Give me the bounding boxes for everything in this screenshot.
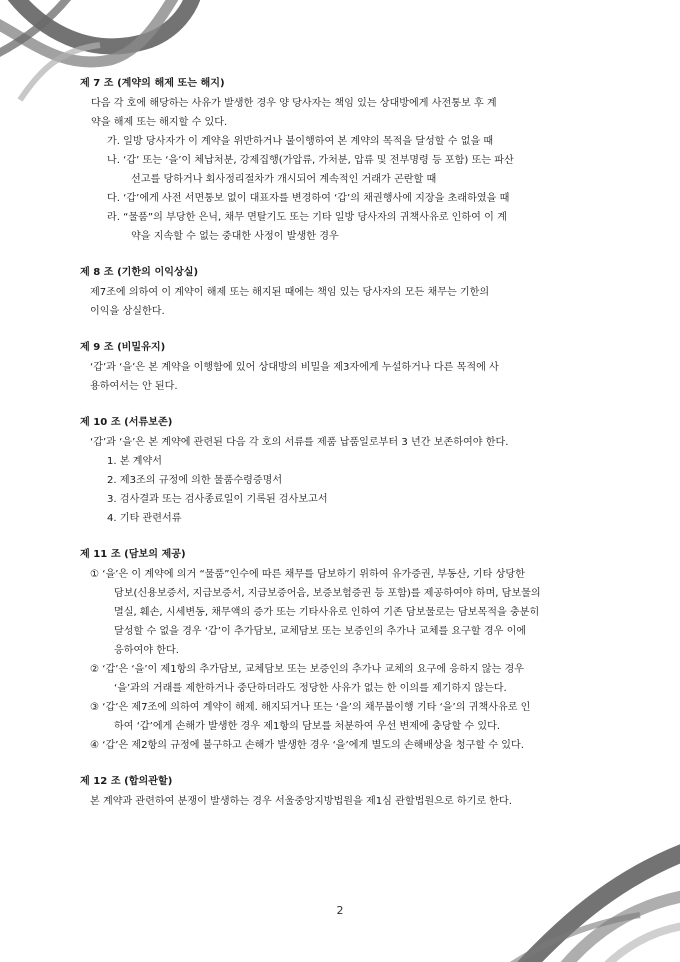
- page-number: 2: [336, 904, 344, 917]
- article-7: [80, 74, 600, 246]
- article-12: [80, 772, 600, 811]
- list-item: 라. “물품”의 부당한 은닉, 채무 면탈기도 또는 기타 일방 당사자의 귀책사유로 인하여 이 계: [107, 212, 507, 223]
- article-8: [80, 263, 600, 321]
- list-item: 다. ‘갑’에게 사전 서면통보 없이 대표자를 변경하여 ‘갑’의 채권행사에 지장을 초래하였을 때: [107, 193, 510, 204]
- article-title: 제 7 조 (계약의 해제 또는 해지): [80, 78, 225, 89]
- article-9: [80, 338, 600, 396]
- article-10: [80, 413, 600, 528]
- paragraph-line: ① ‘을’은 이 계약에 의거 “물품”인수에 따른 채무를 담보하기 위하여 유가증권, 부동산, 기타 상당한: [90, 569, 525, 580]
- document-body: [80, 74, 600, 828]
- list-item-continuation: 선고를 당하거나 회사정리절차가 개시되어 계속적인 거래가 곤란할 때: [131, 174, 437, 185]
- paragraph-line: ‘을’과의 거래를 제한하거나 중단하더라도 정당한 사유가 없는 한 이의를 제기하지 않는다.: [114, 683, 507, 694]
- paragraph-line: 하여 ‘갑’에게 손해가 발생한 경우 제1항의 담보를 처분하여 우선 변제에 충당할 수 있다.: [114, 721, 501, 732]
- article-text: 제7조에 의하여 이 계약이 해제 또는 해지된 때에는 책임 있는 당사자의 모든 채무는 기한의: [90, 287, 490, 298]
- article-text: 다음 각 호에 해당하는 사유가 발생한 경우 양 당사자는 책임 있는 상대방에게 사전통보 후 계: [91, 98, 497, 109]
- article-text: 약을 해제 또는 해지할 수 있다.: [91, 117, 228, 128]
- list-item: 나. ‘갑’ 또는 ‘을’이 체납처분, 강제집행(가압류, 가처분, 압류 및 전부명령 등 포함) 또는 파산: [107, 155, 514, 166]
- article-text: 이익을 상실한다.: [90, 306, 165, 317]
- paragraph-line: 담보(신용보증서, 지급보증서, 지급보증어음, 보증보험증권 등 포함)를 제공하여야 하며, 담보물의: [114, 588, 541, 599]
- article-text: ‘갑’과 ‘을’은 본 계약을 이행함에 있어 상대방의 비밀을 제3자에게 누설하거나 다른 목적에 사: [90, 362, 499, 373]
- list-item: 가. 일방 당사자가 이 계약을 위반하거나 불이행하여 본 계약의 목적을 달성할 수 없을 때: [107, 136, 494, 147]
- list-item: 2. 제3조의 규정에 의한 물품수령증명서: [107, 475, 283, 486]
- article-title: 제 9 조 (비밀유지): [80, 342, 166, 353]
- list-item: 4. 기타 관련서류: [107, 513, 182, 524]
- article-title: 제 12 조 (합의관할): [80, 776, 173, 787]
- paragraph-line: 달성할 수 없을 경우 ‘갑’이 추가담보, 교체담보 또는 보증인의 추가나 교체를 요구할 경우 이에: [114, 626, 527, 637]
- article-title: 제 11 조 (담보의 제공): [80, 549, 186, 560]
- paragraph-line: ④ ‘갑’은 제2항의 규정에 불구하고 손해가 발생한 경우 ‘을’에게 별도의 손해배상을 청구할 수 있다.: [90, 740, 524, 751]
- article-text: ‘갑’과 ‘을’은 본 계약에 관련된 다음 각 호의 서류를 제품 납품일로부터 3 년간 보존하여야 한다.: [90, 437, 509, 448]
- paragraph-line: ③ ‘갑’은 제7조에 의하여 계약이 해제. 해지되거나 또는 ‘을’의 채무불이행 기타 ‘을’의 귀책사유로 인: [90, 702, 531, 713]
- article-title: 제 10 조 (서류보존): [80, 417, 173, 428]
- paragraph-line: 응하여야 한다.: [114, 645, 179, 656]
- article-title: 제 8 조 (기한의 이익상실): [80, 267, 199, 278]
- article-11: [80, 545, 600, 755]
- paragraph-line: 멸실, 훼손, 시세변동, 채무액의 증가 또는 기타사유로 인하여 기존 담보물로는 담보목적을 충분히: [114, 607, 540, 618]
- list-item: 3. 검사결과 또는 검사종료일이 기록된 검사보고서: [107, 494, 328, 505]
- paragraph-line: ② ‘갑’은 ‘을’이 제1항의 추가담보, 교체담보 또는 보증인의 추가나 교체의 요구에 응하지 않는 경우: [90, 664, 524, 675]
- article-text: 용하여서는 안 된다.: [90, 381, 178, 392]
- list-item-continuation: 약을 지속할 수 없는 중대한 사정이 발생한 경우: [131, 231, 339, 242]
- list-item: 1. 본 계약서: [107, 456, 163, 467]
- article-text: 본 계약과 관련하여 분쟁이 발생하는 경우 서울중앙지방법원을 제1심 관할법원으로 하기로 한다.: [90, 796, 512, 807]
